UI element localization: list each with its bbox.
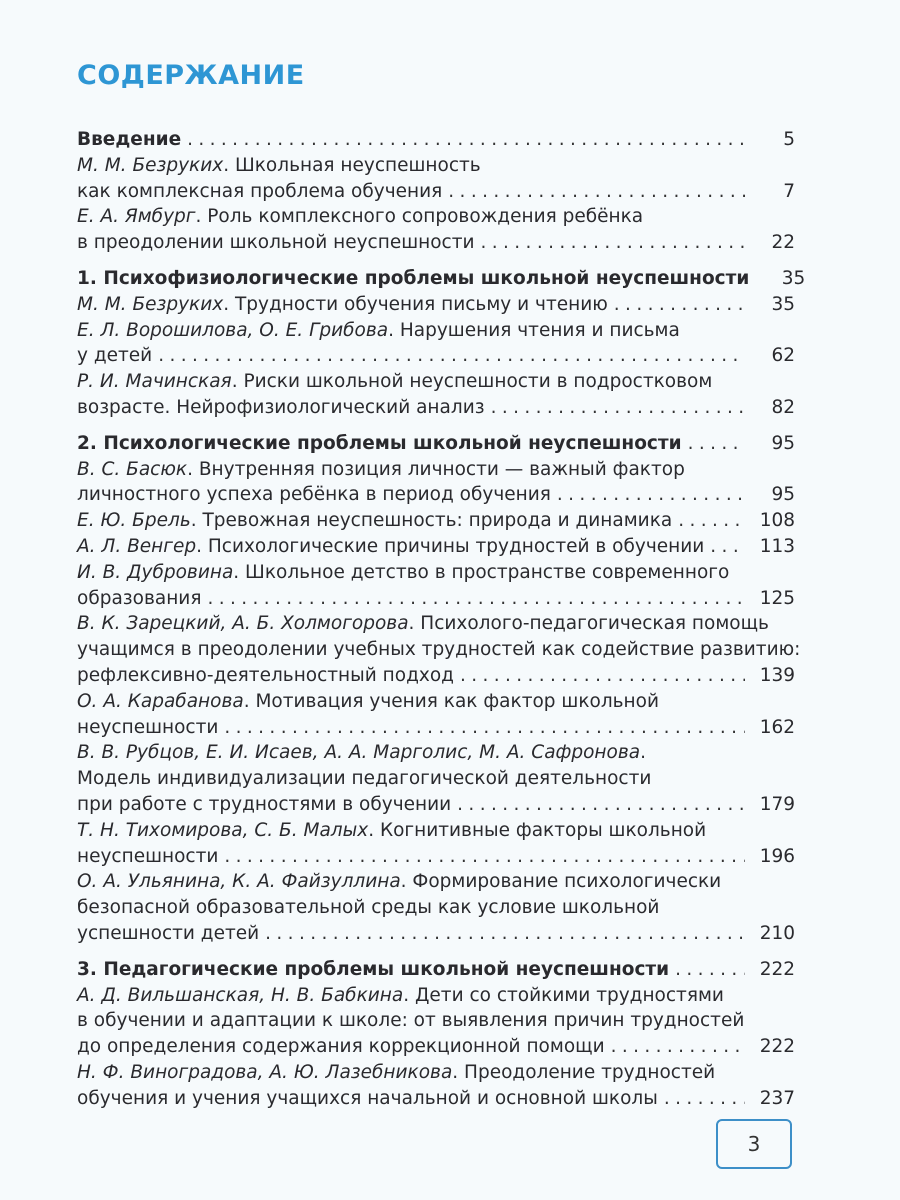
entry-title: при работе с трудностями в обучении — [77, 793, 452, 815]
toc-line — [77, 792, 795, 818]
entry-title: личностного успеха ребёнка в период обучения — [77, 484, 551, 506]
entry-title: до определения содержания коррекционной помощи — [77, 1036, 605, 1058]
entry-title: . Психологические причины трудностей в обучении — [196, 535, 705, 557]
entry-title: . Нарушения чтения и письма — [388, 319, 680, 341]
leader-dots — [259, 921, 745, 947]
toc-line — [77, 431, 795, 457]
entry-title: рефлексивно-деятельностный подход — [77, 664, 454, 686]
toc-line — [77, 689, 795, 715]
toc-line — [77, 395, 795, 421]
leader-dots — [551, 482, 745, 508]
leader-dots — [451, 792, 745, 818]
entry-text — [77, 534, 704, 560]
toc-entry[interactable] — [77, 457, 795, 509]
leader-dots — [682, 431, 745, 457]
entry-text — [77, 153, 481, 179]
leader-dots — [704, 534, 745, 560]
leader-dots — [201, 586, 745, 612]
toc-entry[interactable] — [77, 818, 795, 870]
entry-text — [77, 369, 712, 395]
toc-page-number: 62 — [771, 345, 795, 367]
toc-page-number: 237 — [759, 1087, 795, 1109]
leader-dots — [669, 957, 745, 983]
toc-section[interactable] — [77, 957, 795, 983]
leader-dots — [152, 343, 745, 369]
toc-entry[interactable] — [77, 740, 795, 817]
toc-entry[interactable] — [77, 1060, 795, 1112]
entry-text — [77, 611, 769, 637]
toc-line — [77, 179, 795, 205]
toc-line — [77, 230, 795, 256]
toc-entry[interactable] — [77, 153, 795, 205]
toc-section[interactable] — [77, 431, 795, 457]
entry-title: . Трудности обучения письму и чтению — [223, 293, 608, 315]
toc-line — [77, 818, 795, 844]
toc-page-number: 125 — [759, 587, 795, 609]
toc-page-number: 196 — [759, 845, 795, 867]
toc-line — [77, 457, 795, 483]
toc-line — [77, 844, 795, 870]
entry-title: как комплексная проблема обучения — [77, 180, 443, 202]
page-number: 3 — [747, 1132, 761, 1156]
entry-text — [77, 204, 643, 230]
toc-line — [77, 957, 795, 983]
entry-title: . Когнитивные факторы школьной — [368, 819, 707, 841]
toc-line — [77, 921, 795, 947]
entry-text — [77, 818, 706, 844]
toc-line — [77, 343, 795, 369]
leader-dots — [658, 1086, 745, 1112]
toc-page-number: 113 — [759, 535, 795, 557]
toc-line — [77, 663, 795, 689]
entry-text — [77, 740, 646, 766]
entry-title: . Школьное детство в пространстве современного — [233, 561, 730, 583]
leader-dots — [218, 844, 745, 870]
entry-author: Р. И. Мачинская — [77, 371, 232, 393]
entry-author: В. В. Рубцов, Е. И. Исаев, А. А. Марголис, М. А. Сафронова — [77, 742, 641, 764]
toc-page-number: 95 — [771, 484, 795, 506]
toc-line — [77, 983, 795, 1009]
section-title: 3. Педагогические проблемы школьной неуспешности — [77, 958, 670, 980]
toc-line — [77, 482, 795, 508]
leader-dots — [672, 508, 745, 534]
toc-line — [77, 534, 795, 560]
toc-line — [77, 586, 795, 612]
toc-section[interactable] — [77, 266, 806, 292]
toc-page-number: 108 — [759, 510, 795, 532]
toc-line — [77, 895, 795, 921]
entry-text — [77, 457, 685, 483]
toc-line — [77, 318, 795, 344]
toc-entry[interactable] — [77, 560, 795, 612]
toc-entry[interactable] — [77, 318, 795, 370]
toc-line — [77, 560, 795, 586]
table-of-contents — [77, 117, 806, 1111]
entry-title: . Дети со стойкими трудностями — [403, 984, 724, 1006]
entry-title: . Мотивация учения как фактор школьной — [243, 690, 659, 712]
entry-author: О. А. Карабанова — [77, 690, 244, 712]
leader-dots — [181, 127, 745, 153]
entry-title: безопасной образовательной среды как условие школьной — [77, 897, 660, 919]
entry-title: . Риски школьной неуспешности в подростковом — [231, 371, 713, 393]
entry-title: . Внутренняя позиция личности — важный фактор — [187, 458, 685, 480]
entry-title: обучения и учения учащихся начальной и основной школы — [77, 1087, 658, 1109]
entry-text — [77, 292, 608, 318]
entry-author: Е. Л. Ворошилова, О. Е. Грибова — [77, 319, 389, 341]
entry-title: . — [640, 742, 646, 764]
toc-page-number: 179 — [759, 793, 795, 815]
toc-entry[interactable] — [77, 369, 795, 421]
toc-line — [77, 637, 801, 663]
toc-page-number: 210 — [759, 922, 795, 944]
entry-text — [77, 560, 729, 586]
entry-text — [77, 1060, 715, 1086]
section-title: 2. Психологические проблемы школьной неуспешности — [77, 432, 682, 454]
section-title: 1. Психофизиологические проблемы школьной неуспешности — [77, 267, 750, 289]
toc-line — [77, 292, 795, 318]
entry-title: неуспешности — [77, 845, 219, 867]
entry-author: А. Л. Венгер — [77, 535, 197, 557]
toc-entry[interactable] — [77, 869, 795, 946]
entry-author: Т. Н. Тихомирова, С. Б. Малых — [77, 819, 369, 841]
toc-entry[interactable] — [77, 292, 795, 318]
page-title: СОДЕРЖАНИЕ — [77, 60, 305, 91]
toc-line — [77, 869, 795, 895]
entry-title: . Психолого-педагогическая помощь — [408, 613, 769, 635]
toc-page-number: 82 — [771, 396, 795, 418]
toc-page-number: 35 — [781, 267, 806, 289]
entry-author: О. А. Ульянина, К. А. Файзуллина — [77, 871, 401, 893]
toc-line — [77, 715, 795, 741]
toc-line — [77, 1034, 795, 1060]
entry-title: в обучении и адаптации к школе: от выявления причин трудностей — [77, 1010, 745, 1032]
toc-section[interactable] — [77, 127, 795, 153]
entry-title: возрасте. Нейрофизиологический анализ — [77, 396, 485, 418]
toc-line — [77, 369, 795, 395]
toc-page-number: 22 — [771, 232, 795, 254]
entry-title: успешности детей — [77, 922, 260, 944]
entry-author: И. В. Дубровина — [77, 561, 234, 583]
toc-entry[interactable] — [77, 508, 795, 534]
entry-title: . Роль комплексного сопровождения ребёнка — [195, 206, 644, 228]
toc-line — [77, 740, 795, 766]
leader-dots — [442, 179, 745, 205]
entry-title: . Преодоление трудностей — [452, 1061, 716, 1083]
toc-entry[interactable] — [77, 611, 801, 688]
entry-title: образования — [77, 587, 202, 609]
leader-dots — [608, 292, 745, 318]
toc-page-number: 139 — [759, 664, 795, 686]
toc-line — [77, 204, 795, 230]
toc-entry[interactable] — [77, 534, 795, 560]
toc-line — [77, 153, 795, 179]
toc-line — [77, 1008, 795, 1034]
toc-line — [77, 127, 795, 153]
entry-text — [77, 869, 721, 895]
leader-dots — [454, 663, 745, 689]
leader-dots — [475, 230, 745, 256]
entry-title: неуспешности — [77, 716, 219, 738]
entry-author: Н. Ф. Виноградова, А. Ю. Лазебникова — [77, 1061, 453, 1083]
toc-page-number: 162 — [759, 716, 795, 738]
toc-entry[interactable] — [77, 689, 795, 741]
toc-page-number: 95 — [771, 432, 795, 454]
toc-line — [77, 1060, 795, 1086]
toc-entry[interactable] — [77, 983, 795, 1060]
entry-author: М. М. Безруких — [77, 154, 224, 176]
entry-author: В. С. Басюк — [77, 458, 188, 480]
entry-title: у детей — [77, 345, 153, 367]
toc-page-number: 222 — [759, 1036, 795, 1058]
entry-text — [77, 983, 724, 1009]
toc-page-number: 222 — [759, 958, 795, 980]
entry-title: . Школьная неуспешность — [223, 154, 481, 176]
entry-text — [77, 689, 659, 715]
toc-line — [77, 766, 795, 792]
entry-title: в преодолении школьной неуспешности — [77, 232, 475, 254]
toc-page-number: 5 — [783, 129, 795, 150]
leader-dots — [605, 1034, 745, 1060]
toc-page-number: 35 — [771, 293, 795, 315]
entry-title: учащимся в преодолении учебных трудностей как содействие развитию: — [77, 639, 801, 661]
section-title: Введение — [77, 129, 182, 150]
entry-title: . Тревожная неуспешность: природа и динамика — [190, 510, 673, 532]
entry-author: М. М. Безруких — [77, 293, 224, 315]
entry-text — [77, 318, 680, 344]
toc-line — [77, 508, 795, 534]
leader-dots — [485, 395, 745, 421]
entry-title: . Формирование психологически — [400, 871, 722, 893]
toc-entry[interactable] — [77, 204, 795, 256]
entry-author: А. Д. Вильшанская, Н. В. Бабкина — [77, 984, 404, 1006]
toc-line — [77, 266, 806, 292]
entry-author: В. К. Зарецкий, А. Б. Холмогорова — [77, 613, 409, 635]
entry-text — [77, 508, 672, 534]
page-number-box — [716, 1119, 792, 1169]
toc-page-number: 7 — [783, 180, 795, 202]
entry-title: Модель индивидуализации педагогической деятельности — [77, 768, 652, 790]
toc-line — [77, 1086, 795, 1112]
entry-author: Е. А. Ямбург — [77, 206, 196, 228]
leader-dots — [218, 715, 745, 741]
toc-line — [77, 611, 795, 637]
entry-author: Е. Ю. Брель — [77, 510, 191, 532]
